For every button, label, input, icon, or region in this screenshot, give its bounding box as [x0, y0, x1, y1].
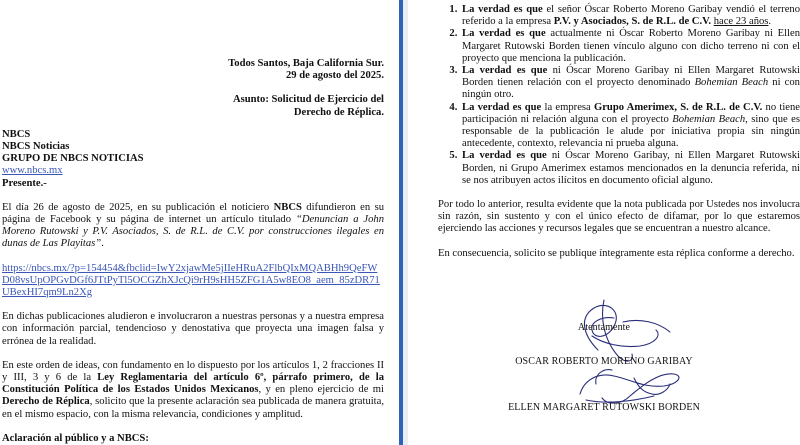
signer-1-name: OSCAR ROBERTO MORENO GARIBAY [515, 356, 693, 367]
place-date-line1: Todos Santos, Baja California Sur. [228, 58, 384, 69]
subject-line2: Derecho de Réplica. [293, 106, 384, 118]
paragraph-legal-basis: En este orden de ideas, con fundamento en lo dispuesto por los artículos 1, 2 fracciones II y III, 3 y 6 de la Ley Reglamentaria del artículo 6º, párrafo primero, de la Constitución Política de los Estados Unidos Mexicanos, y en pleno ejercicio de mi Derecho de Réplica, solicito que la presente aclaración sea publicada de manera gratuita, en el mismo espacio, con la misma relevancia, condiciones y amplitud. [2, 359, 384, 420]
clarification-heading: Aclaración al público y a NBCS: [2, 432, 149, 444]
truth-item-1: 1. La verdad es que el señor Óscar Roberto Moreno Garibay vendió el terreno referido a la empresa P.V. y Asociados, S. de R.L. de C.V. hace 23 años. [460, 4, 800, 28]
recipient-block [2, 129, 384, 190]
signer-2-name: ELLEN MARGARET RUTOWSKI BORDEN [508, 402, 700, 413]
recipient-line1: NBCS [2, 128, 31, 140]
nbcs-bold: NBCS [273, 201, 302, 213]
place-date-line2: 29 de agosto del 2025. [286, 70, 384, 82]
paragraph-request: En consecuencia, solicito se publique íntegramente esta réplica conforme a derecho. [438, 247, 795, 259]
paragraph-allusion: En dichas publicaciones aludieron e involucraron a nuestras personas y a nuestra empresa con información parcial, tendencioso y denostativa que proyecta una imagen falsa y errónea de la realidad. [2, 311, 384, 347]
recipient-line2: NBCS Noticias [2, 141, 70, 153]
paragraph-intro: El día 26 de agosto de 2025, en su publicación el noticiero NBCS difundieron en su página de Facebook y su página de internet un artículo titulado “Denuncian a John Moreno Rutowski y P.V. Asociados, S. de R.L. de C.V. por construcciones ilegales en dunas de Las Playitas”. [2, 201, 384, 250]
article-link[interactable]: https://nbcs.mx/?p=154454&fbclid=IwY2xjawMe5jIIeHRuA2FlbQIxMQABHh9QeFWD08vsUpOPGvDGf6JTtPyTl5OCGZhXJcQi9rH9sHH5ZFG1A5w8EO8_aem_85zDR71UBexHI7qm9Ln2Xg [2, 262, 380, 299]
truth-item-5: 5. La verdad es que ni Óscar Moreno Garibay, ni Ellen Margaret Rutowski Borden, ni Grupo Amerimex estamos mencionados en la denuncia referida, ni se nos atribuyen actos ilícitos en documento oficial alguno. [460, 150, 800, 187]
right-of-reply-bold: Derecho de Réplica [2, 396, 90, 408]
recipient-line3: GRUPO DE NBCS NOTICIAS [2, 153, 144, 165]
signature-area [408, 0, 800, 445]
signature-1-scribble [408, 0, 800, 445]
truth-item-2: 2. La verdad es que actualmente ni Óscar Roberto Moreno Garibay ni Ellen Margaret Rutowski Borden tienen vínculo alguno con dicho terreno ni con el proyecto que menciona la publicación. [460, 28, 800, 65]
article-title: “Denuncian a John Moreno Rutowski y P.V. Asociados, S. de R.L. de C.V. por construcciones ilegales en dunas de Las Playitas” [2, 214, 384, 250]
presente-label: Presente.- [2, 177, 47, 189]
truth-item-4: 4. La verdad es que la empresa Grupo Amerimex, S. de R.L. de C.V. no tiene participación ni relación alguna con el proyecto Bohemian Beach, sino que es responsable de la publicación le alude por iniciativa propia sin ningún antecedente, contexto, relevancia ni prueba alguna. [460, 102, 800, 151]
letter-page-left [0, 0, 394, 445]
subject-line1: Asunto: Solicitud de Ejercicio del [232, 94, 384, 106]
truth-item-3: 3. La verdad es que ni Óscar Moreno Garibay ni Ellen Margaret Rutowski Borden tienen relación con el proyecto denominado Bohemian Beach ni con ningún otro. [460, 65, 800, 102]
paragraph-conclusion: Por todo lo anterior, resulta evidente que la nota publicada por Ustedes nos involucra sin razón, sin sustento y con el único efecto de difamar, por lo que estaremos ejerciendo las acciones y recursos legales que se encuentran a nuestro alcance. [438, 199, 800, 235]
recipient-website-link[interactable]: www.nbcs.mx [2, 165, 63, 177]
closing-atentamente: Atentamente [577, 322, 631, 333]
